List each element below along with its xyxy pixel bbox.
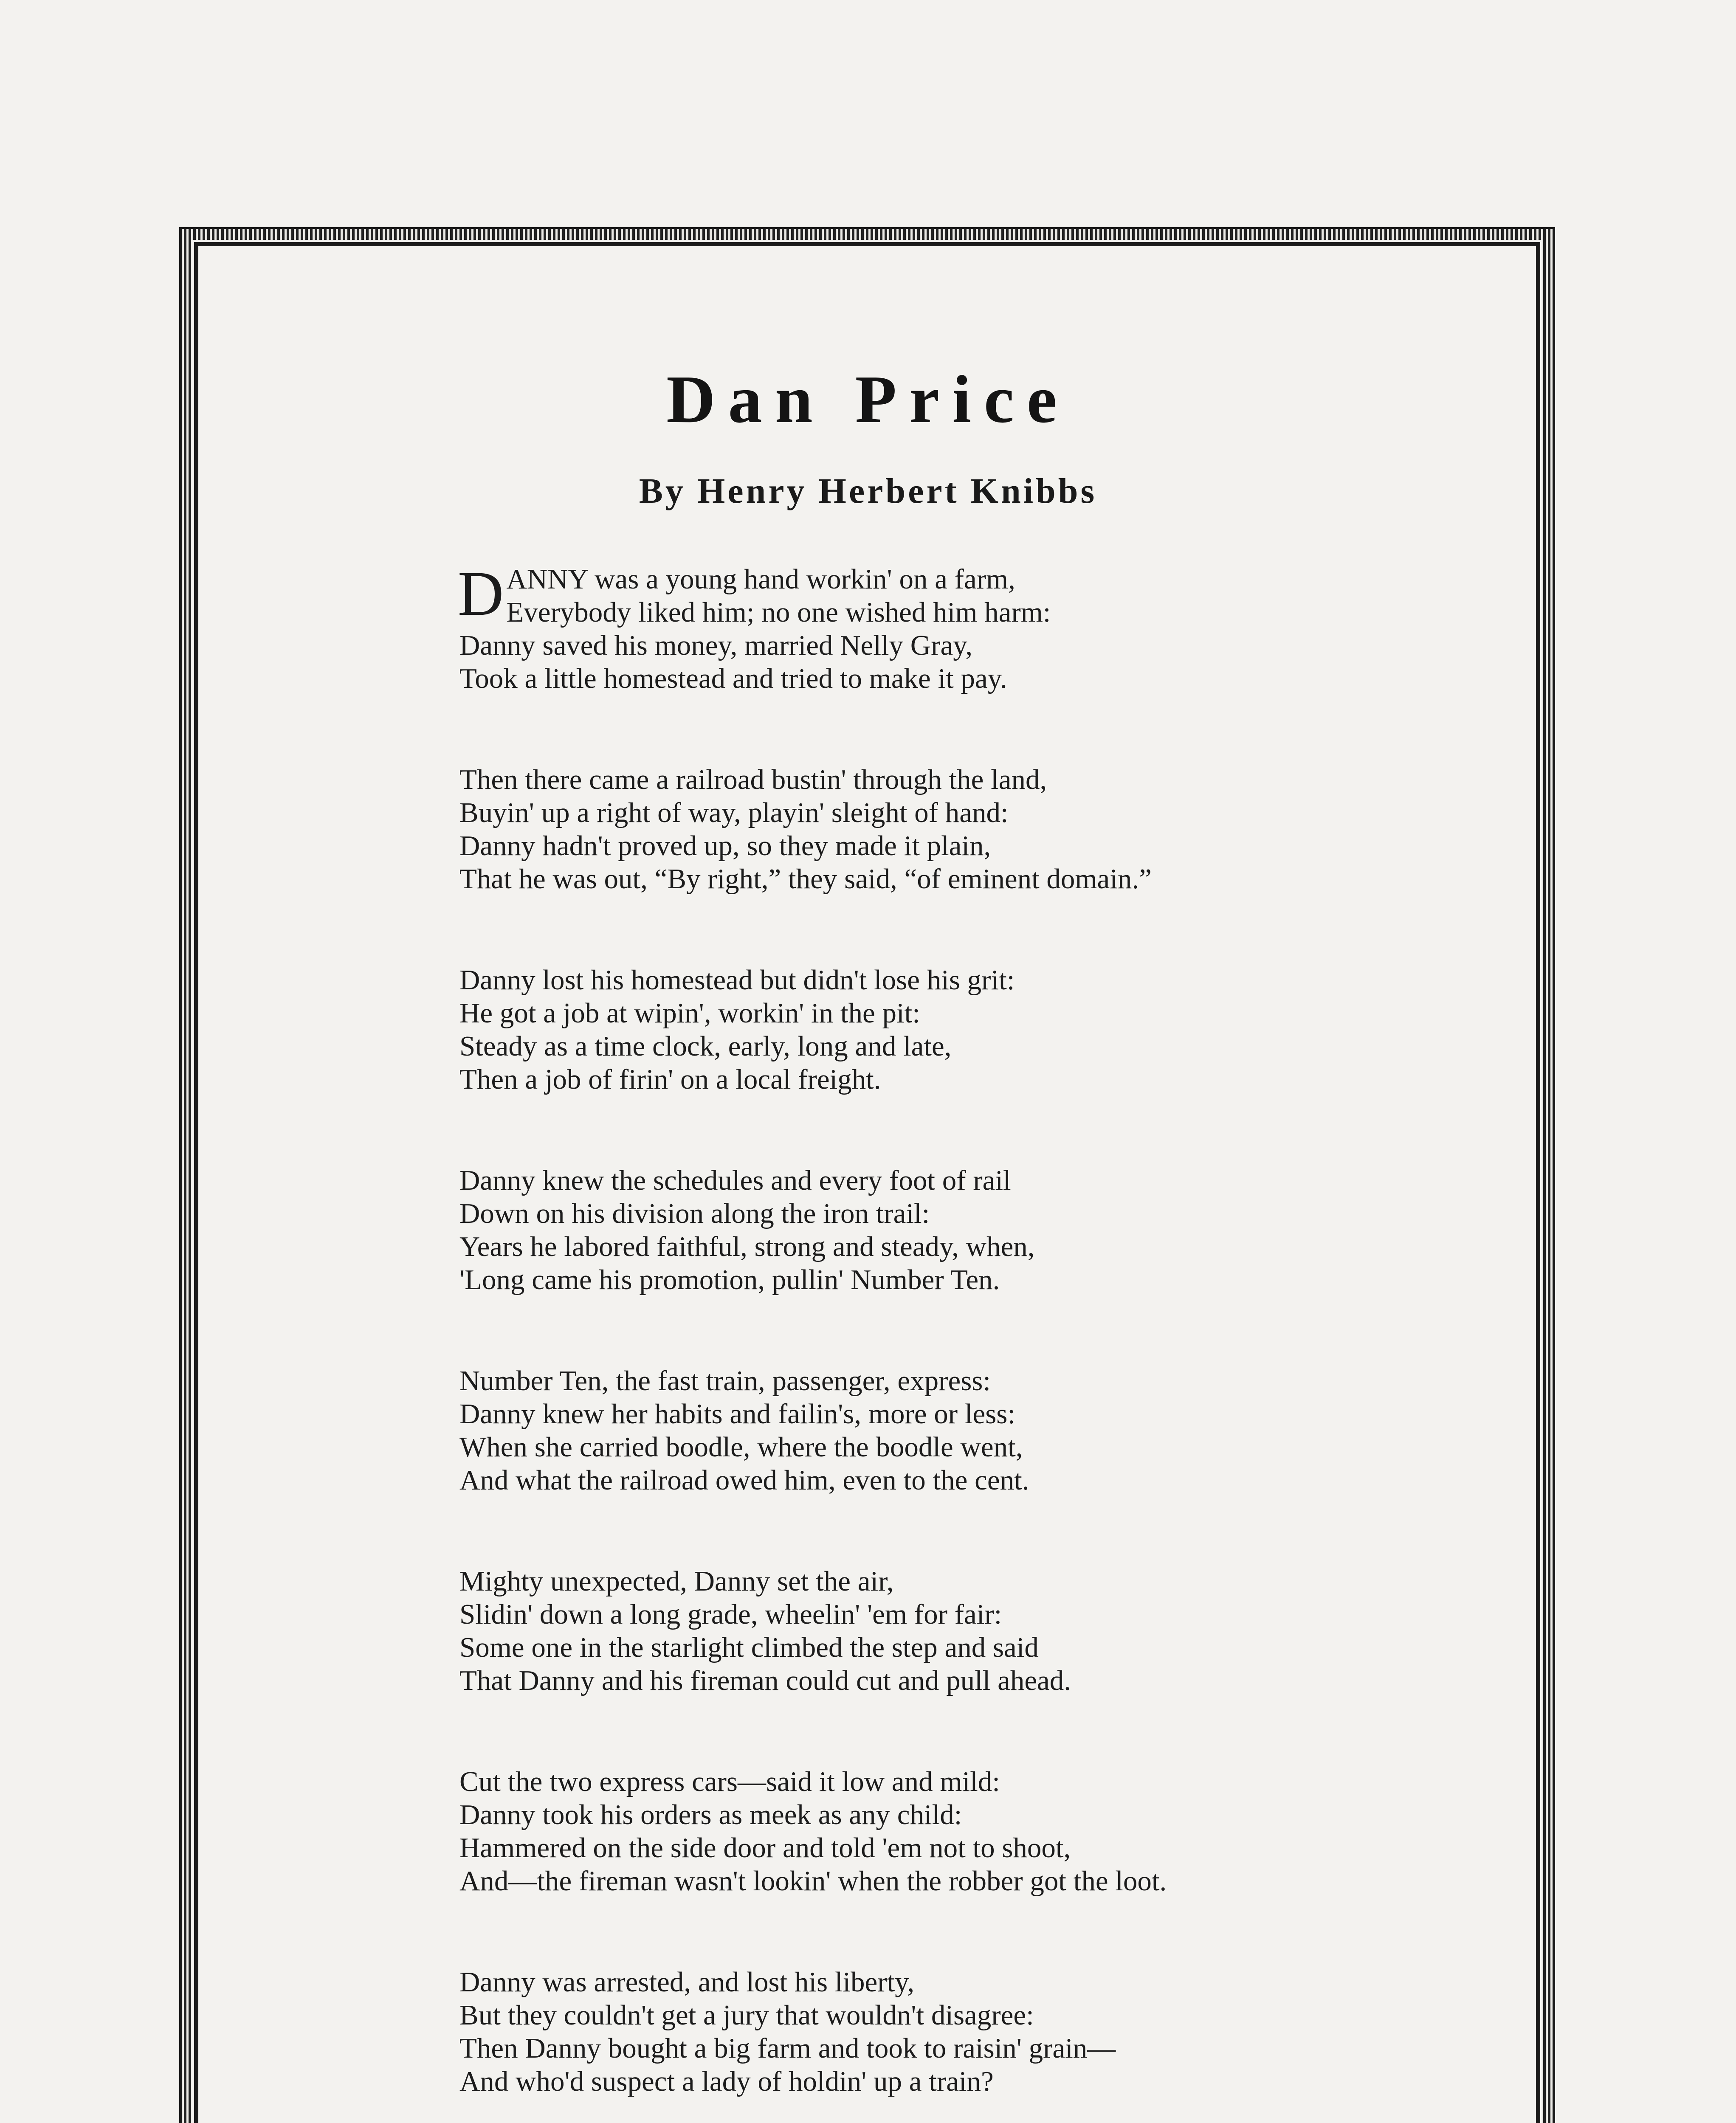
author-byline: By Henry Herbert Knibbs — [639, 471, 1097, 511]
poem-line: Mighty unexpected, Danny set the air, — [459, 1566, 894, 1597]
poem-line: Danny took his orders as meek as any child: — [459, 1799, 962, 1830]
poem-body — [458, 558, 1445, 2123]
stanza — [459, 1765, 1445, 1898]
poem-line: Hammered on the side door and told 'em not to shoot, — [459, 1832, 1071, 1864]
poem-line: Buyin' up a right of way, playin' sleight of hand: — [459, 797, 1009, 828]
poem-line: Danny saved his money, married Nelly Gray, — [459, 630, 973, 661]
stanza — [459, 1565, 1445, 1697]
poem-line: Down on his division along the iron trail: — [459, 1198, 930, 1229]
stanza — [459, 1965, 1445, 2098]
stanza — [459, 963, 1445, 1096]
stanza — [459, 1164, 1445, 1296]
poem-line: Steady as a time clock, early, long and late, — [459, 1031, 952, 1062]
poem-line: Then Danny bought a big farm and took to raisin' grain— — [459, 2033, 1116, 2064]
poem-line: Danny was arrested, and lost his liberty, — [459, 1966, 915, 1998]
poem-line: And what the railroad owed him, even to the cent. — [459, 1464, 1029, 1496]
poem-line: Danny knew the schedules and every foot of rail — [459, 1165, 1011, 1196]
poem-line: Took a little homestead and tried to make it pay. — [459, 663, 1007, 694]
poem-line: Some one in the starlight climbed the step and said — [459, 1632, 1039, 1663]
poem-line: And—the fireman wasn't lookin' when the robber got the loot. — [459, 1865, 1167, 1897]
poem-line: Cut the two express cars—said it low and mild: — [459, 1766, 1000, 1797]
stanza — [458, 558, 1445, 695]
poem-line: Then a job of firin' on a local freight. — [459, 1064, 881, 1095]
poem-line: That Danny and his fireman could cut and pull ahead. — [459, 1665, 1071, 1696]
poem-line: Number Ten, the fast train, passenger, express: — [459, 1365, 991, 1397]
poem-line: Danny hadn't proved up, so they made it plain, — [459, 830, 991, 862]
poem-line: Slidin' down a long grade, wheelin' 'em for fair: — [459, 1599, 1002, 1630]
poem-line: 'Long came his promotion, pullin' Number Ten. — [459, 1264, 1000, 1295]
poem-line: Everybody liked him; no one wished him harm: — [506, 597, 1051, 628]
poem-line: When she carried boodle, where the boodle went, — [459, 1431, 1023, 1463]
poem-line: And who'd suspect a lady of holdin' up a train? — [459, 2066, 994, 2097]
poem-line: Years he labored faithful, strong and steady, when, — [459, 1231, 1035, 1262]
poem-line: But they couldn't get a jury that wouldn't disagree: — [459, 1999, 1034, 2031]
poem-line: Danny lost his homestead but didn't lose his grit: — [459, 964, 1015, 996]
poem-line: He got a job at wipin', workin' in the pit: — [459, 997, 920, 1029]
stanza — [459, 763, 1445, 895]
stanza — [459, 1364, 1445, 1497]
poem-line: Then there came a railroad bustin' through the land, — [459, 764, 1047, 795]
poem-title: Dan Price — [666, 361, 1070, 437]
poem-line: Danny knew her habits and failin's, more or less: — [459, 1398, 1015, 1430]
poem-line: That he was out, “By right,” they said, “of eminent domain.” — [459, 863, 1152, 895]
poem-line-text: ANNY was a young hand workin' on a farm, — [506, 563, 1015, 595]
drop-cap: D — [458, 558, 504, 629]
